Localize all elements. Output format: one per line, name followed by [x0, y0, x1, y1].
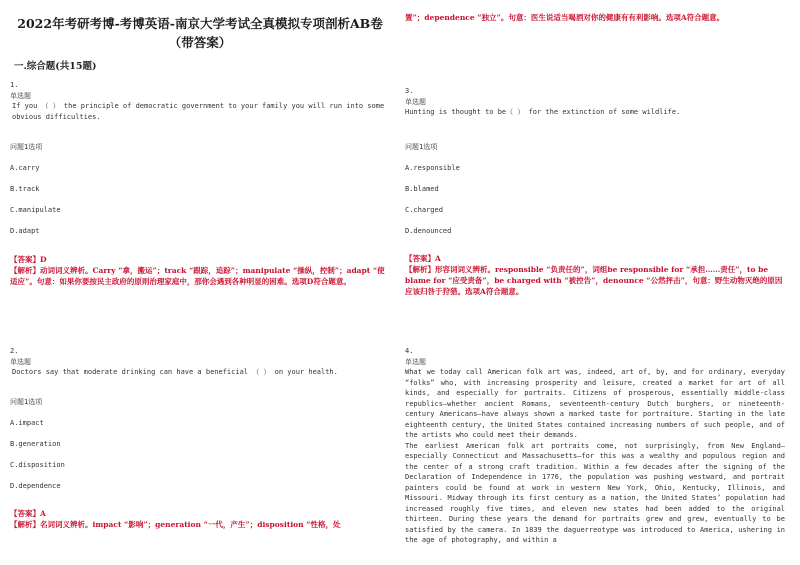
option-d[interactable]: D.adapt	[10, 227, 40, 235]
option-a[interactable]: A.carry	[10, 164, 40, 172]
option-a[interactable]: A.responsible	[405, 163, 460, 172]
question-stem: Hunting is thought to be（ ） for the extinction of some wildlife.	[405, 108, 681, 116]
answer-analysis: 【解析】形容词词义辨析。responsible “负责任的”，词组be responsible for “承担……责任”，to be blame for “应受责备”，be charged with “被控告”，denounce “公然抨击”，句意：野生动物灭绝的原因应该归咎于狩猎。选项A符合题意。	[405, 265, 783, 296]
question-3	[405, 86, 785, 297]
options-list	[10, 418, 390, 492]
question-1	[10, 80, 390, 287]
option-b[interactable]: B.blamed	[405, 184, 439, 193]
question-4	[405, 346, 785, 546]
question-type: 单选题	[10, 91, 31, 100]
option-d[interactable]: D.denounced	[405, 226, 452, 235]
options-prompt: 问题1选项	[10, 143, 43, 151]
question-number: 1.	[10, 81, 19, 89]
answer-analysis: 【解析】动词词义辨析。Carry “拿，搬运”；track “跟踪，追踪”；manipulate “操纵，控制”；adapt “使适应”。句意：如果你要按民主政府的原则治理家庭中，那你会遇到各种明显的困难。选项D符合题意。	[10, 265, 385, 286]
left-column	[10, 0, 390, 529]
right-column	[405, 0, 785, 544]
option-d[interactable]: D.dependence	[10, 481, 61, 490]
option-b[interactable]: B.generation	[10, 439, 61, 448]
option-c[interactable]: C.charged	[405, 205, 443, 214]
question-stem: If you （ ） the principle of democratic government to your family you will run into some obvious difficulties.	[12, 102, 385, 121]
answer-label: 【答案】A	[10, 509, 46, 518]
section-heading: 一.综合题(共15题)	[14, 61, 97, 72]
option-b[interactable]: B.track	[10, 185, 40, 193]
document-title	[10, 14, 390, 52]
question-number: 4.	[405, 347, 414, 355]
q2-analysis-continued: 置”；dependence “独立”。句意：医生说适当喝酒对你的健康有有利影响。选项A符合题意。	[405, 13, 725, 22]
passage-paragraph-1: What we today call American folk art was, indeed, art of, by, and for ordinary, everyday “folks” who, with increasing prosperity and leisure, created a market for art of all kinds, and especially for portraits. Citizens of prosperous, essentially middle-class republics—whether ancient Romans, seventeenth-century Dutch burghers, or nineteenth-century Americans—have always shown a marked taste for portraiture. Starting in the late eighteenth century, the United States contained increasing numbers of such people, and of the artists who could meet their demands.	[405, 368, 785, 439]
question-number: 3.	[405, 87, 414, 95]
question-2	[10, 346, 390, 530]
option-c[interactable]: C.disposition	[10, 460, 65, 469]
question-number: 2.	[10, 347, 19, 355]
options-list	[405, 163, 785, 237]
question-type: 单选题	[10, 357, 31, 366]
options-prompt: 问题1选项	[405, 142, 438, 151]
answer-label: 【答案】D	[10, 254, 47, 264]
option-c[interactable]: C.manipulate	[10, 206, 61, 214]
passage-paragraph-2: The earliest American folk art portraits come, not surprisingly, from New England—especially Connecticut and Massachusetts—for this was a wealthy and populous region and the center of a strong craft tradition. Within a few decades after the signing of the Declaration of Independence in 1776, the population was pushing westward, and portrait painters could be found at work in western New York, Ohio, Kentucky, Illinois, and Missouri. Midway through its first century as a nation, the United States’ population had increased roughly five times, and eleven new states had been added to the original thirteen. During these years the demand for portraits grew and grew, eventually to be satisfied by the camera. In 1839 the daguerreotype was introduced to America, ushering in the age of photography, and within a	[405, 441, 785, 544]
options-prompt: 问题1选项	[10, 397, 43, 406]
document-title-line2: （带答案）	[168, 35, 232, 50]
question-type: 单选题	[405, 357, 426, 366]
answer-label: 【答案】A	[405, 254, 441, 263]
option-a[interactable]: A.impact	[10, 418, 44, 427]
question-type: 单选题	[405, 97, 426, 106]
document-title-line1: 2022年考研考博-考博英语-南京大学考试全真模拟专项剖析AB卷	[17, 16, 383, 31]
options-list	[10, 163, 390, 237]
question-stem: Doctors say that moderate drinking can have a beneficial （ ） on your health.	[12, 368, 338, 376]
answer-analysis: 【解析】名词词义辨析。impact “影响”；generation “一代，产生”；disposition “性格，处	[10, 520, 341, 529]
